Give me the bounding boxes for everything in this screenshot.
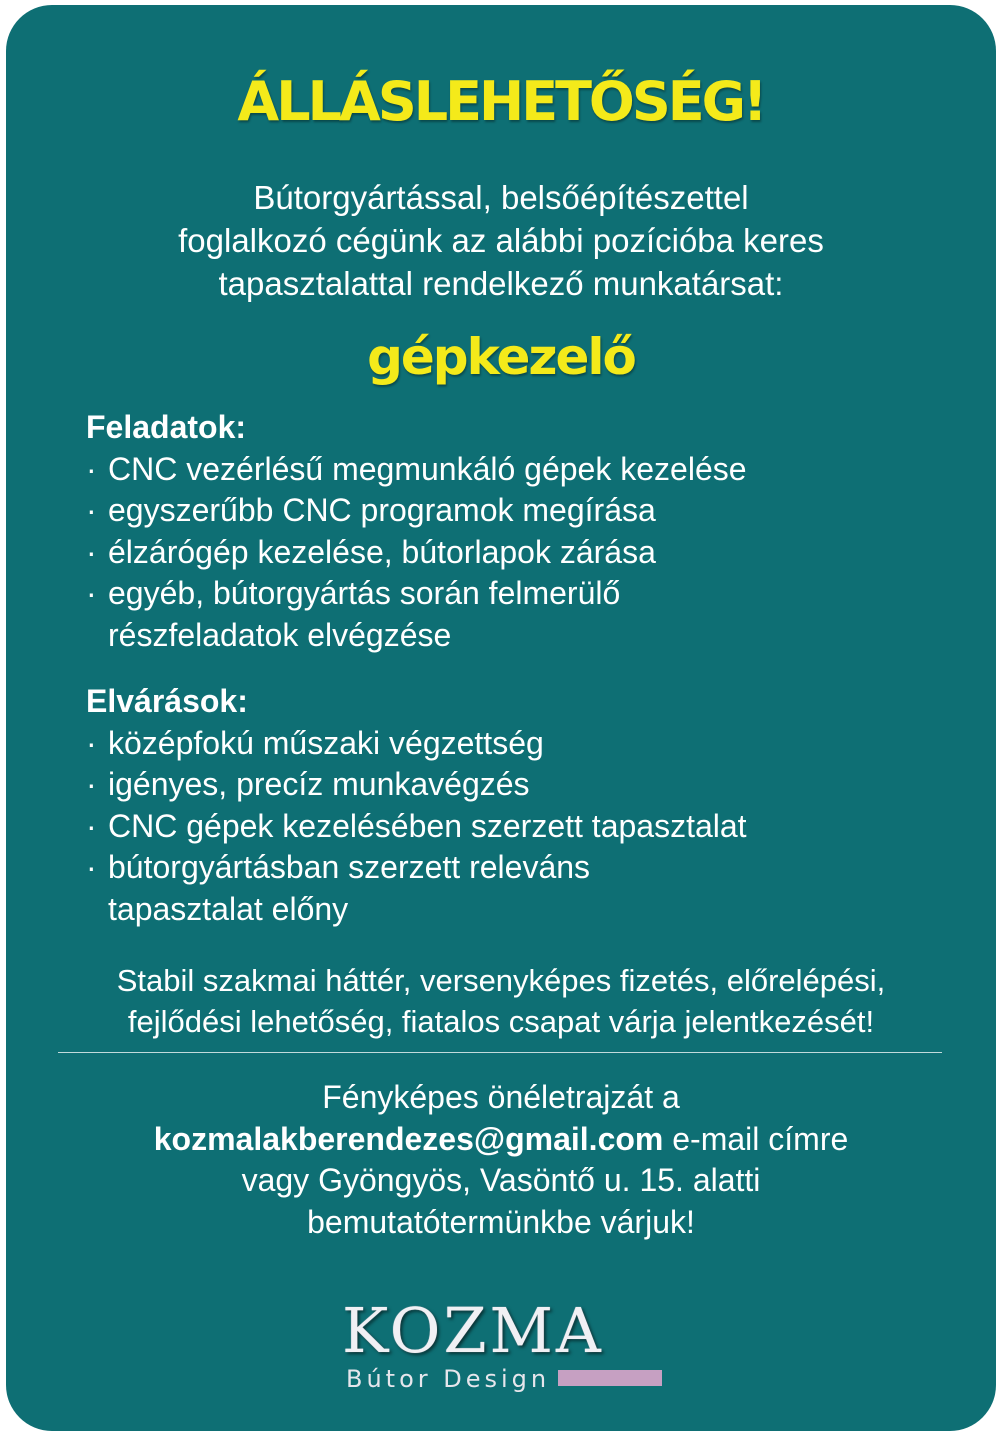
intro-text [6,176,996,305]
tasks-section [86,407,966,656]
requirement-item-text: CNC gépek kezelésében szerzett tapasztalat [108,807,747,844]
requirements-title: Elvárások: [86,683,248,719]
contact-email-line [6,1119,996,1161]
contact-address-line: vagy Gyöngyös, Vasöntő u. 15. alatti [241,1162,761,1198]
bullet-dot: · [86,492,97,528]
requirement-item-text: középfokú műszaki végzettség [108,724,544,761]
email-link[interactable]: kozmalakberendezes@gmail.com [153,1120,664,1157]
headline: ÁLLÁSLEHETŐSÉG! [237,70,765,133]
offer-text [6,960,996,1042]
divider [58,1052,942,1053]
requirement-item-text: igényes, precíz munkavégzés [108,766,530,802]
offer-line: fejlődési lehetőség, fiatalos csapat várja jelentkezését! [127,1004,875,1039]
requirements-section [86,681,966,930]
bullet-dot: · [86,724,97,761]
contact-section [6,1077,996,1243]
email-suffix: e-mail címre [663,1120,849,1157]
requirement-item-text: bútorgyártásban szerzett releváns [108,849,591,885]
task-item [86,532,966,574]
requirement-item [86,806,966,848]
requirement-item [86,764,966,806]
task-item [86,490,966,532]
bullet-dot: · [86,807,97,844]
job-ad-card [6,5,996,1431]
task-item [86,573,966,615]
bullet-dot: · [86,450,97,487]
bullet-dot: · [86,849,97,885]
tasks-title: Feladatok: [86,409,247,445]
requirement-item [86,723,966,765]
requirement-item-continuation: tapasztalat előny [108,890,349,927]
logo-tagline: Bútor Design [346,1365,551,1393]
intro-line: Bútorgyártással, belsőépítészettel [253,179,749,216]
bullet-dot: · [86,575,97,611]
bullet-dot: · [86,533,97,570]
requirement-item [86,847,966,889]
contact-line: bemutatótermünkbe várjuk! [307,1203,695,1240]
task-item-text: élzárógép kezelése, bútorlapok zárása [108,533,656,570]
intro-line: foglalkozó cégünk az alábbi pozícióba keres [178,222,824,259]
task-item-continuation: részfeladatok elvégzése [108,616,452,653]
task-item [86,449,966,491]
contact-line: Fényképes önéletrajzát a [322,1079,680,1115]
task-item-text: CNC vezérlésű megmunkáló gépek kezelése [108,450,747,487]
task-item-text: egyszerűbb CNC programok megírása [108,492,656,528]
task-item-text: egyéb, bútorgyártás során felmerülő [108,575,621,611]
intro-line: tapasztalattal rendelkező munkatársat: [218,265,784,302]
kozma-logo [336,1295,676,1405]
bullet-dot: · [86,766,97,802]
position-title: gépkezelő [367,328,635,386]
offer-line: Stabil szakmai háttér, versenyképes fizetés, előrelépési, [116,963,886,998]
logo-accent-bar [558,1370,662,1386]
logo-name: KOZMA [342,1294,604,1367]
